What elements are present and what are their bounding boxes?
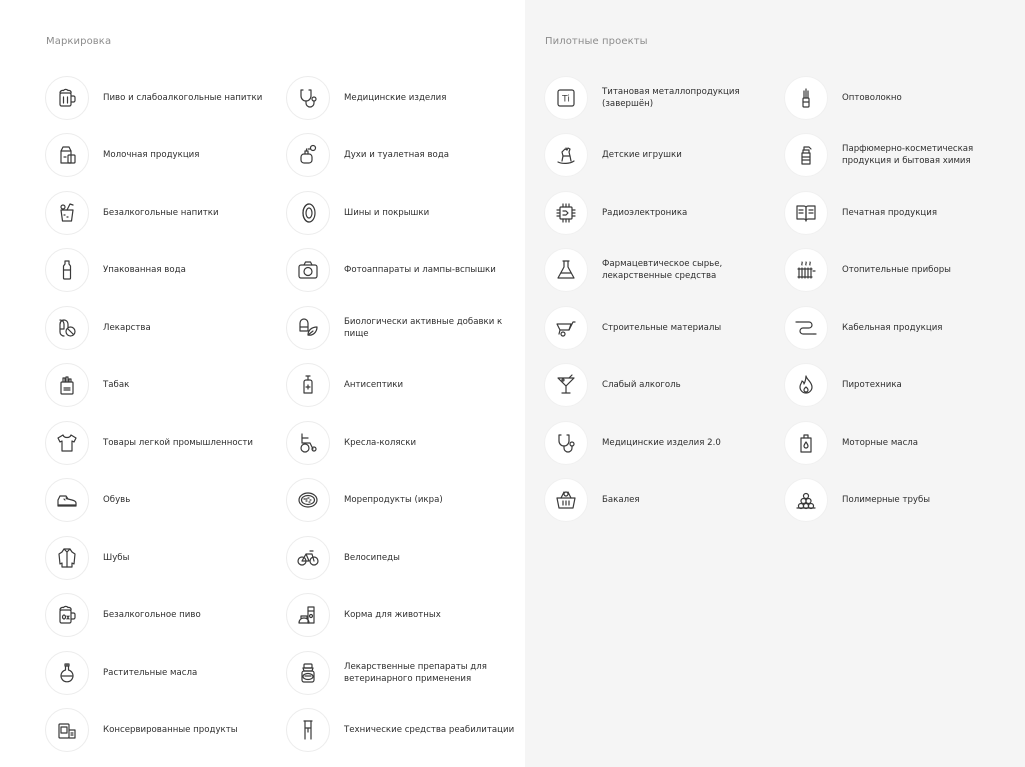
titanium-icon [544, 76, 588, 120]
wheelchair-icon [286, 421, 330, 465]
category-item[interactable] [544, 357, 784, 415]
category-label: Бакалея [602, 495, 640, 506]
wheelbarrow-icon [544, 306, 588, 350]
category-item[interactable] [784, 242, 1022, 300]
circuit-chip-icon [544, 191, 588, 235]
category-item[interactable] [45, 644, 285, 702]
category-item[interactable] [45, 702, 285, 760]
category-label: Молочная продукция [103, 150, 200, 161]
marking-section-title: Маркировка [46, 36, 112, 47]
category-item[interactable] [286, 472, 524, 530]
category-item[interactable] [784, 357, 1022, 415]
category-item[interactable] [286, 299, 524, 357]
water-bottle-icon [45, 248, 89, 292]
category-label: Растительные масла [103, 667, 198, 678]
category-item[interactable] [544, 414, 784, 472]
category-label: Пиротехника [842, 380, 902, 391]
vet-medicine-icon [286, 651, 330, 695]
canned-food-icon [45, 708, 89, 752]
marking-column-1 [45, 69, 285, 759]
category-item[interactable] [286, 127, 524, 185]
sanitizer-bottle-icon [286, 363, 330, 407]
cable-icon [784, 306, 828, 350]
category-label: Упакованная вода [103, 265, 186, 276]
category-item[interactable] [784, 414, 1022, 472]
category-item[interactable] [45, 472, 285, 530]
category-item[interactable] [45, 587, 285, 645]
oil-canister-icon [784, 421, 828, 465]
beer-mug-icon [45, 76, 89, 120]
crutch-icon [286, 708, 330, 752]
category-item[interactable] [45, 184, 285, 242]
category-label: Слабый алкоголь [602, 380, 681, 391]
category-item[interactable] [544, 69, 784, 127]
caviar-tin-icon [286, 478, 330, 522]
category-label: Антисептики [344, 380, 404, 391]
category-item[interactable] [45, 357, 285, 415]
category-item[interactable] [544, 299, 784, 357]
category-item[interactable] [544, 242, 784, 300]
category-label: Кресла-коляски [344, 437, 417, 448]
category-label: Морепродукты (икра) [344, 495, 443, 506]
category-item[interactable] [784, 127, 1022, 185]
category-label: Биологически активные добавки к пище [344, 316, 503, 339]
category-label: Лекарственные препараты для ветеринарного применения [344, 661, 487, 684]
cigarette-pack-icon [45, 363, 89, 407]
category-item[interactable] [784, 299, 1022, 357]
pilot-projects-panel [525, 0, 1025, 767]
category-label: Пиво и слабоалкогольные напитки [103, 92, 263, 103]
category-label: Фармацевтическое сырье, лекарственные средства [602, 259, 723, 282]
category-label: Шины и покрышки [344, 207, 430, 218]
category-item[interactable] [286, 587, 524, 645]
supplement-leaf-icon [286, 306, 330, 350]
category-label: Титановая металлопродукция (завершён) [602, 86, 740, 109]
category-label: Парфюмерно-косметическая продукция и бытовая химия [842, 144, 974, 167]
category-label: Медицинские изделия [344, 92, 447, 103]
category-label: Радиоэлектроника [602, 207, 688, 218]
fur-coat-icon [45, 536, 89, 580]
optical-fiber-icon [784, 76, 828, 120]
category-item[interactable] [286, 414, 524, 472]
category-label: Шубы [103, 552, 130, 563]
tire-icon [286, 191, 330, 235]
category-label: Полимерные трубы [842, 495, 931, 506]
category-item[interactable] [45, 529, 285, 587]
category-label: Фотоаппараты и лампы-вспышки [344, 265, 496, 276]
category-item[interactable] [784, 184, 1022, 242]
category-label: Безалкогольное пиво [103, 610, 201, 621]
bicycle-icon [286, 536, 330, 580]
category-label: Детские игрушки [602, 150, 682, 161]
category-label: Лекарства [103, 322, 151, 333]
pilot-projects-column-1 [544, 69, 784, 529]
category-label: Печатная продукция [842, 207, 938, 218]
oil-flask-icon [45, 651, 89, 695]
marking-column-2 [286, 69, 524, 759]
pill-icon [45, 306, 89, 350]
category-label: Велосипеды [344, 552, 400, 563]
category-item[interactable] [544, 184, 784, 242]
category-item[interactable] [45, 127, 285, 185]
category-label: Консервированные продукты [103, 725, 238, 736]
category-item[interactable] [784, 69, 1022, 127]
rocking-horse-icon [544, 133, 588, 177]
open-book-icon [784, 191, 828, 235]
milk-carton-icon [45, 133, 89, 177]
category-label: Медицинские изделия 2.0 [602, 437, 721, 448]
pilot-projects-section-title: Пилотные проекты [545, 36, 648, 47]
category-item[interactable] [45, 299, 285, 357]
flame-icon [784, 363, 828, 407]
perfume-icon [286, 133, 330, 177]
category-label: Строительные материалы [602, 322, 722, 333]
sneaker-icon [45, 478, 89, 522]
category-label: Моторные масла [842, 437, 919, 448]
category-label: Корма для животных [344, 610, 441, 621]
stethoscope-icon [544, 421, 588, 465]
category-label: Безалкогольные напитки [103, 207, 219, 218]
pipes-stack-icon [784, 478, 828, 522]
titanium-symbol: Ti [562, 94, 570, 105]
soft-drink-cup-icon [45, 191, 89, 235]
pet-food-icon [286, 593, 330, 637]
category-item[interactable] [45, 69, 285, 127]
cocktail-glass-icon [544, 363, 588, 407]
grocery-basket-icon [544, 478, 588, 522]
spray-bottle-icon [784, 133, 828, 177]
category-label: Табак [103, 380, 130, 391]
category-item[interactable] [286, 644, 524, 702]
category-label: Товары легкой промышленности [103, 437, 253, 448]
category-item[interactable] [286, 184, 524, 242]
category-item[interactable] [286, 529, 524, 587]
lab-flask-icon [544, 248, 588, 292]
category-item[interactable] [286, 357, 524, 415]
category-item[interactable] [286, 242, 524, 300]
stethoscope-icon [286, 76, 330, 120]
category-label: Духи и туалетная вода [344, 150, 449, 161]
radiator-icon [784, 248, 828, 292]
category-item[interactable] [544, 127, 784, 185]
category-label: Отопительные приборы [842, 265, 951, 276]
category-item[interactable] [45, 242, 285, 300]
pilot-projects-column-2 [784, 69, 1022, 529]
zero-beer-mug-icon [45, 593, 89, 637]
t-shirt-icon [45, 421, 89, 465]
category-label: Технические средства реабилитации [344, 725, 515, 736]
category-item[interactable] [286, 69, 524, 127]
category-item[interactable] [286, 702, 524, 760]
camera-icon [286, 248, 330, 292]
category-item[interactable] [784, 472, 1022, 530]
category-label: Кабельная продукция [842, 322, 943, 333]
category-item[interactable] [544, 472, 784, 530]
category-label: Оптоволокно [842, 92, 902, 103]
category-item[interactable] [45, 414, 285, 472]
category-label: Обувь [103, 495, 131, 506]
